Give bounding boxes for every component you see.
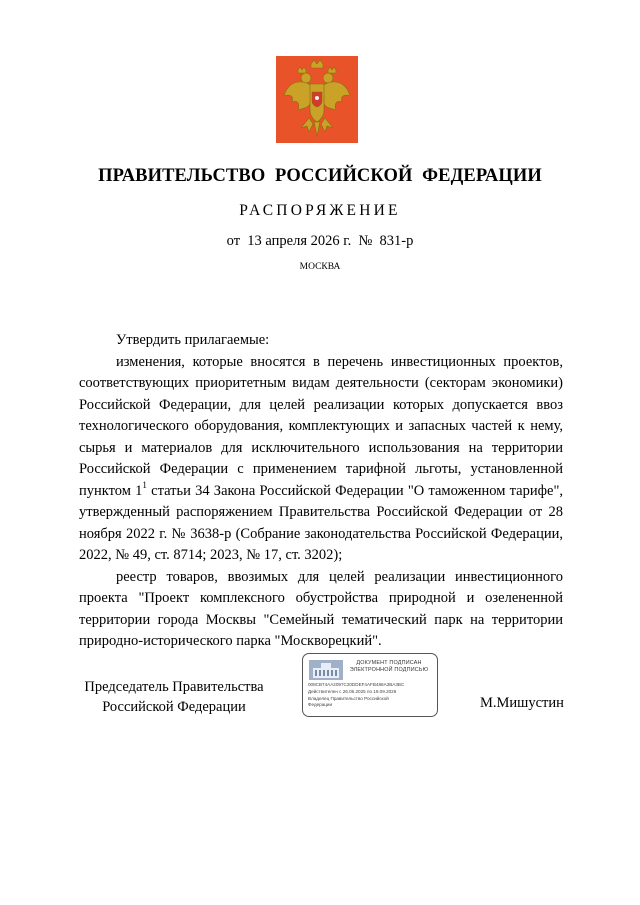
position-line-1: Председатель Правительства: [84, 679, 264, 695]
electronic-signature-stamp: [302, 653, 438, 717]
signatory-name: М.Мишустин: [480, 695, 564, 711]
government-building-icon: [309, 660, 343, 680]
stamp-owner-line-2: Федерации: [308, 702, 333, 707]
stamp-owner-line-1: Владелец Правительство Российской: [308, 696, 389, 701]
stamp-heading: ДОКУМЕНТ ПОДПИСАН ЭЛЕКТРОННОЙ ПОДПИСЬЮ: [349, 660, 429, 673]
body-paragraph-2: изменения, которые вносятся в перечень инвестиционных проектов, соответствующих приоритетным видам деятельности (секторам экономики) Российской Федерации, для целей реализации которых допускается ввоз технологического оборудования, комплектующих и запасных частей к нему, сырья и материалов для исключительного использования на территории Российской Федерации с применением тарифной льготы, установленной пунктом $1^1$ статьи 34 Закона Российской Федерации "О таможенном тарифе", утвержденный распоряжением Правительства Российской Федерации от 28 ноября 2022 г. № 3638-р (Собрание законодательства Российской Федерации, 2022, № 49, ст. 8714; 2023, № 17, ст. 3202);: [79, 353, 563, 563]
body-paragraph-3: реестр товаров, ввозимых для целей реализации инвестиционного проекта "Проект комплексного обустройства природной и озелененной территории города Москвы "Семейный тематический парк на территории природно-исторического парка "Москворецкий".: [79, 568, 563, 649]
stamp-serial: 008CB74AA2097C20DDEF4AFB488A3BA3BC: [308, 682, 405, 687]
stamp-validity: Действителен с 26.06.2025 по 19.09.2026: [308, 689, 397, 694]
position-line-2: Российской Федерации: [102, 699, 246, 715]
document-city: МОСКВА: [299, 262, 341, 272]
government-title: ПРАВИТЕЛЬСТВО РОССИЙСКОЙ ФЕДЕРАЦИИ: [98, 166, 542, 186]
document-type: РАСПОРЯЖЕНИЕ: [239, 202, 401, 219]
body-paragraph-1: Утвердить прилагаемые:: [116, 332, 270, 348]
document-body: [79, 330, 563, 653]
document-date-number: от 13 апреля 2026 г. № 831-р: [226, 233, 414, 249]
signatory-position: [74, 677, 274, 717]
coat-of-arms-icon: [276, 56, 358, 143]
